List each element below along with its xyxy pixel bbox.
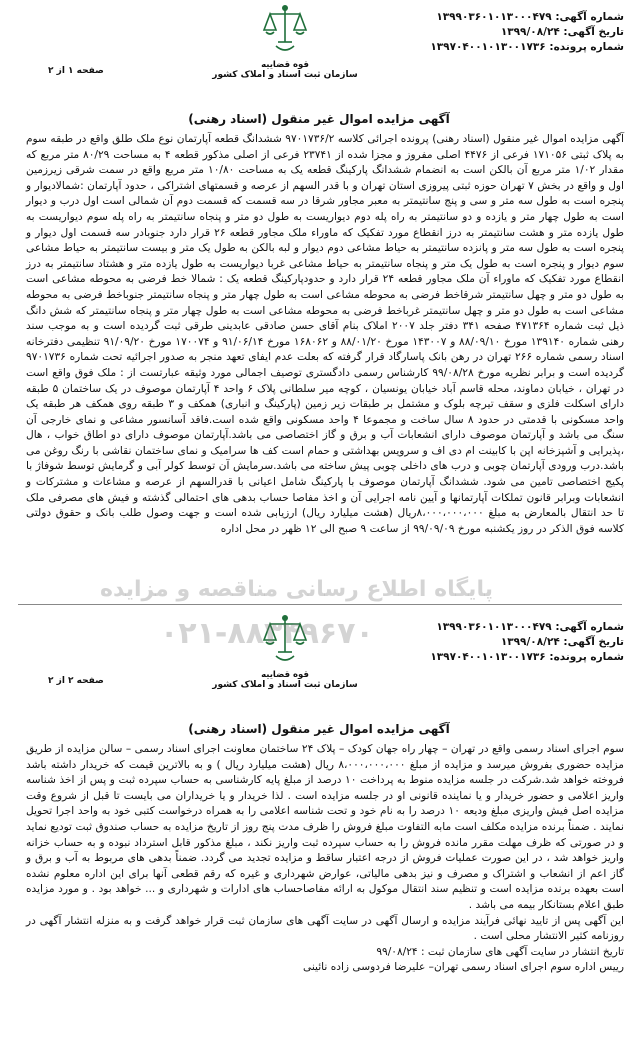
page-number: صفحه ۲ از ۲ <box>48 676 104 686</box>
body-paragraph: این آگهی پس از تایید نهائی فرآیند مزایده و ارسال آگهی در سایت آگهی های سازمان ثبت قرار خواهد گرفت و به منزله انتشار آگهی در روزنامه کثیر الانتشار محلی است . <box>26 914 624 943</box>
org-line-2: سازمان ثبت اسناد و املاک کشور <box>212 680 358 690</box>
announcement-title: آگهی مزایده اموال غیر منقول (اسناد رهنی) <box>188 722 450 736</box>
judiciary-emblem-icon <box>256 2 314 58</box>
publication-date: تاریخ انتشار در سایت آگهی های سازمان ثبت : ۹۹/۰۸/۲۴ <box>376 945 624 958</box>
organization-name <box>200 60 370 80</box>
announcement-meta <box>430 10 624 55</box>
announcement-number: شماره آگهی: ۱۳۹۹۰۳۶۰۱۰۱۳۰۰۰۴۷۹ <box>436 621 624 633</box>
signature-line: رییس اداره سوم اجرای اسناد رسمی تهران– علیرضا فردوسی زاده نائینی <box>302 961 624 974</box>
page-number: صفحه ۱ از ۲ <box>48 66 104 76</box>
announcement-page-2 <box>0 610 638 976</box>
page-header <box>0 0 638 112</box>
org-line-1: قوه قضاییه <box>261 60 309 70</box>
announcement-date: تاریخ آگهی: ۱۳۹۹/۰۸/۲۴ <box>500 26 624 38</box>
announcement-date: تاریخ آگهی: ۱۳۹۹/۰۸/۲۴ <box>500 636 624 648</box>
watermark-phone: ۰۲۱-۸۸۳۴۹۶۷۰ <box>160 616 374 651</box>
watermark-text: پایگاه اطلاع رسانی مناقصه و مزایده <box>100 577 493 602</box>
announcement-number: شماره آگهی: ۱۳۹۹۰۳۶۰۱۰۱۳۰۰۰۴۷۹ <box>436 11 624 23</box>
body-paragraph: سوم اجرای اسناد رسمی واقع در تهران – چهار راه جهان کودک – پلاک ۲۴ ساختمان معاونت اجرای اسناد رسمی – سالن مزایده از طریق مزایده حضوری بفروش میرسد و مزایده از مبلغ ۸،۰۰۰،۰۰۰،۰۰۰ ریال (هشت میلیارد ریال ) و به بالاترین قیمت که خریدار داشته باشد فروخته خواهد شد.شرکت در جلسه مزایده منوط به پرداخت ۱۰ درصد از مبلغ پایه کارشناسی به حساب سپرده ثبت و پس از اخذ شناسه واریز اعلامی و حضور خریدار و یا نماینده قانونی او در جلسه مزایده است . لذا خریدار و یا خریداران می بایست تا قبل از شروع وقت مزایده اصل فیش واریزی مبلغ ودیعه ۱۰ درصد را به نام خود و تحت شناسه اعلامی را به همراه درخواست کتبی خود به واحد اجرا تحویل نمایند . ضمناً برنده مزایده مکلف است مابه التفاوت مبلغ فروش را ظرف مدت پنج روز از تاریخ مزایده به حساب صندوق ثبت تودیع نماید و در صورتی که ظرف مهلت مقرر مانده فروش را به حساب سپرده ثبت واریز نکند ، مبلغ مذکور قابل استرداد نبوده و به حساب خزانه واریز خواهد شد ، در این صورت عملیات فروش از درجه اعتبار ساقط و مزایده تجدید می گردد. ضمناً بدهی های مربوط به آب و برق و گاز اعم از انشعاب و اشتراک و مصرف و نیز بدهی مالیاتی، عوارض شهرداری و غیره که رقم قطعی آنها برای این اداره معلوم نشده است بعهده برنده مزایده است و تنظیم سند انتقال موکول به ارائه مفاصاحساب های ادارات و شهرداری و ... خواهد بود . و مورد مزایده طبق اعلام بستانکار بیمه می باشد . <box>26 743 624 911</box>
judiciary-emblem-icon <box>256 612 314 668</box>
organization-name <box>200 670 370 690</box>
case-number: شماره پرونده: ۱۳۹۷۰۴۰۰۱۰۱۳۰۰۱۷۳۶ <box>430 651 624 663</box>
announcement-meta <box>430 620 624 665</box>
announcement-body <box>0 132 638 537</box>
announcement-title: آگهی مزایده اموال غیر منقول (اسناد رهنی) <box>188 112 450 126</box>
body-paragraph: آگهی مزایده اموال غیر منقول (اسناد رهنی) پرونده اجرائی کلاسه ۹۷۰۱۷۳۶/۲ ششدانگ قطعه آپارتمان نوع ملک طلق واقع در طبقه سوم به پلاک ثبتی ۱۷۱۰۵۶ فرعی از ۴۴۷۶ اصلی مفروز و مجزا شده از ۲۳۷۴۱ فرعی از اصلی مذکور قطعه ۴ به مساحت ۸۰/۲۹ متر مربع که مقدار ۱/۰۲ متر مربع آن بالکن است به انضمام ششدانگ پارکینگ قطعه یک به مساحت ۱۰/۸۰ متر مربع واقع در سمت شرقی زیرزمین اول و واقع در بخش ۷ تهران حوزه ثبتی پیروزی استان تهران و با قدر السهم از عرصه و قسمتهای اشتراکی ، حدود آپارتمان :شمالادیوار و پنجره است به طول سه متر و سی و پنج سانتیمتر به معبر مجاور شرقا در سه قسمت که قسمت دوم آن شمالی است اول درب و دیوار است به طول چهار متر و یازده و دو سانتیمتر به راه پله دوم دیواریست به طول دو متر و پنجاه سانتیمتر به راه پله سوم دیواریست به طول یازده متر و هشت سانتیمتر به درز انقطاع مورد تفکیک که ماوراء ملک مجاور قطعه ۲۶ قرار دارد جنوبادر سه قسمت اول دیوار و پنجره است به طول سه متر و پانزده سانتیمتر به حیاط مشاعی دوم دیوار و لبه بالکن به طول یک متر و بیست سانتیمتر به حیاط مشاعی سوم دیوار و پنجره است به طول یک متر و پنجاه سانتیمتر به حیاط مشاعی غربا دیواریست به طول یازده متر و هشتاد سانتیمتر به درز انقطاع مورد تفکیک که ماوراء آن ملک مجاور قطعه ۲۴ قرار دارد و حدودپارکینگ قطعه یک : شمالا خط فرضی به محوطه مشاعی است به طول دو متر و چهل سانتیمتر شرقاخط فرضی به محوطه مشاعی است به طول چهار متر و پنجاه سانتیمتر جنوباخط فرضی به محوطه مشاعی است به طول دو متر و چهل سانتیمتر غرباخط فرضی به محوطه مشاعی است به طول چهار متر و پنجاه سانتیمتر که شش دانگ ذیل ثبت شماره ۴۷۱۳۶۴ صفحه ۳۴۱ دفتر جلد ۲۰۰۷ املاک بنام آقای حسن صادقی عابدینی طرقی ثبت گردیده است و به موجب سند رهنی شماره ۱۳۹۱۴۰ مورخ ۸۸/۰۹/۱۰ و ۱۴۳۰۰۷ مورخ ۸۸/۰۱/۲۰ و ۱۶۸۰۶۲ مورخ ۹۱/۰۶/۱۴ و ۱۷۰۰۷۴ مورخ ۹۱/۰۹/۲۰ تنظیمی دفترخانه اسناد رسمی شماره ۲۶۶ تهران در رهن بانک پاسارگاد قرار گرفته که بعلت عدم ایفای تعهد منجر به صدور اجرائیه تحت شماره ۹۷۰۱۷۳۶ گردیده است و برابر نظریه مورخ ۹۹/۰۸/۲۸ کارشناس رسمی دادگستری توصیف اجمالی مورد وثیقه عبارتست از : ملک فوق واقع است در تهران ، خیابان دماوند، محله قاسم آباد خیابان یونسیان ، کوچه میر سلطانی پلاک ۶ واحد ۴ آپارتمان موصوف در یک ساختمان ۵ طبقه دارای اسکلت فلزی و سقف تیرچه بلوک و مشتمل بر طبقات زیر زمین (پارکینگ و انباری) همکف و ۳ طبقه روی همکف هر طبقه یک واحد مسکونی با قدمتی در حدود ۸ سال ساخت و مجموعا ۴ واحد مسکونی واقع شده است.فاقد آسانسور مشاعی و نمای خارجی آن سنگ می باشد و آپارتمان موصوف دارای انشعابات آب و برق و گاز اختصاصی می باشد.آپارتمان موصوف دارای دو اطاق خواب ، هال ،پذیرایی و آشپزخانه اپن با کابینت ام دی اف و سرویس بهداشتی و حمام است کف ها سرامیک و نمای ساختمان نقاشی با رنگ روغن می باشد.درب ورودی آپارتمان چوبی و درب های داخلی چوبی پیش ساخته می باشد.سرمایش آن توسط کولر آبی و گرمایش توسط شوفاژ با پکیج اختصاصی تامین می شود. ششدانگ آپارتمان موصوف با پارکینگ شامل اعیانی با قدرالسهم از عرصه و مشاعات و مشترکات و انشعابات وبرابر قانون تملکات آپارتمانها و آیین نامه اجرایی آن و اخذ مفاصا حساب بدهی های احتمالی گذشته و فیش های مصرفی ملک تا حد انتقال بالمعارض به مبلغ ۸،۰۰۰،۰۰۰،۰۰۰ریال (هشت میلیارد ریال) ارزیابی شده است و جهت وصول طلب بانک و حقوق دولتی کلاسه فوق الذکر در روز یکشنبه مورخ ۹۹/۰۹/۰۹ از ساعت ۹ صبح الی ۱۲ ظهر در محل اداره <box>26 133 625 535</box>
case-number: شماره پرونده: ۱۳۹۷۰۴۰۰۱۰۱۳۰۰۱۷۳۶ <box>430 41 624 53</box>
org-line-1: قوه قضاییه <box>261 670 309 680</box>
page-header <box>0 610 638 722</box>
announcement-body <box>0 742 638 976</box>
org-line-2: سازمان ثبت اسناد و املاک کشور <box>212 70 358 80</box>
section-divider <box>18 604 622 605</box>
